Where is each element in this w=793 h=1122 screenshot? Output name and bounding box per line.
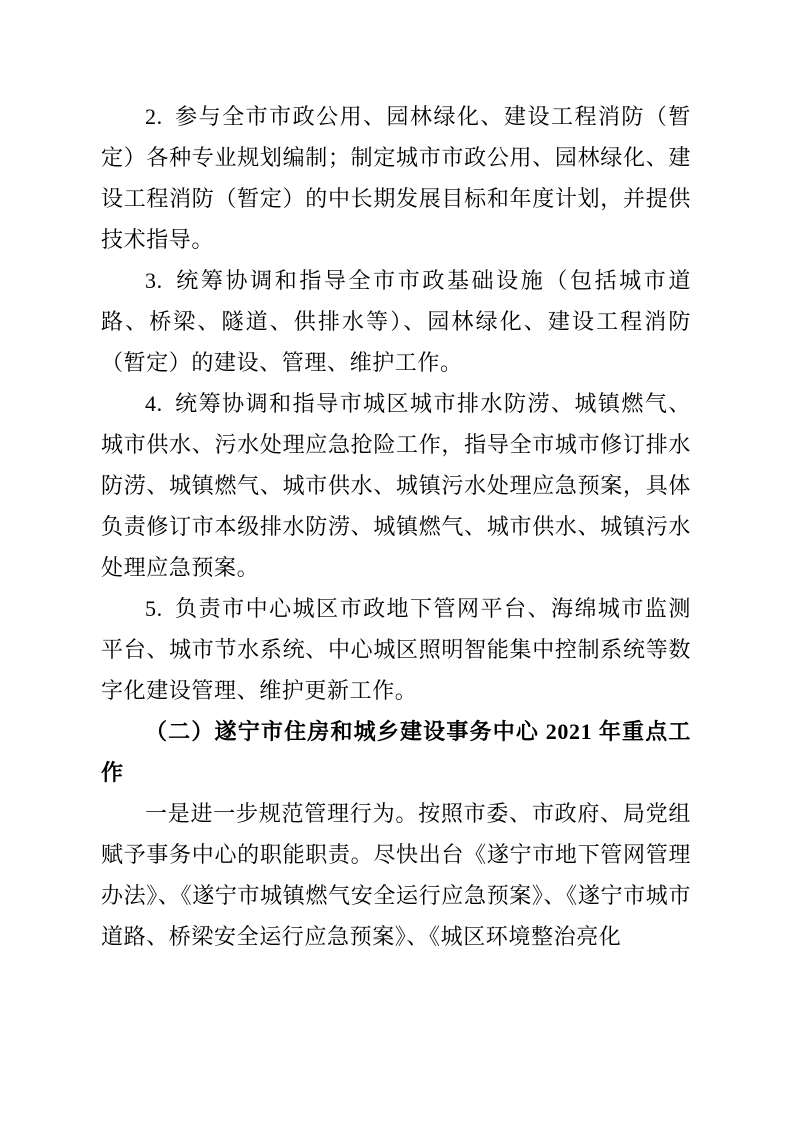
paragraph-duty-item-2: 2. 参与全市市政公用、园林绿化、建设工程消防（暂定）各种专业规划编制；制定城市市政公用、园林绿化、建设工程消防（暂定）的中长期发展目标和年度计划，并提供技术指导。 [101,104,691,252]
paragraph-key-work: 一是进一步规范管理行为。按照市委、市政府、局党组赋予事务中心的职能职责。尽快出台《遂宁市地下管网管理办法》、《遂宁市城镇燃气安全运行应急预案》、《遂宁市城市道路、桥梁安全运行应急预案》、《城区环境整治亮化 [101,801,691,949]
paragraph-duty-item-4: 4. 统筹协调和指导市城区城市排水防涝、城镇燃气、城市供水、污水处理应急抢险工作，指导全市城市修订排水防涝、城镇燃气、城市供水、城镇污水处理应急预案，具体负责修订市本级排水防涝、城镇燃气、城市供水、城镇污水处理应急预案。 [101,391,691,580]
paragraph-duty-item-3: 3. 统筹协调和指导全市市政基础设施（包括城市道路、桥梁、隧道、供排水等）、园林绿化、建设工程消防（暂定）的建设、管理、维护工作。 [101,268,691,375]
paragraph-duty-item-5: 5. 负责市中心城区市政地下管网平台、海绵城市监测平台、城市节水系统、中心城区照明智能集中控制系统等数字化建设管理、维护更新工作。 [101,596,691,703]
section-heading: （二）遂宁市住房和城乡建设事务中心 2021 年重点工作 [101,719,691,785]
document-body [101,96,691,957]
